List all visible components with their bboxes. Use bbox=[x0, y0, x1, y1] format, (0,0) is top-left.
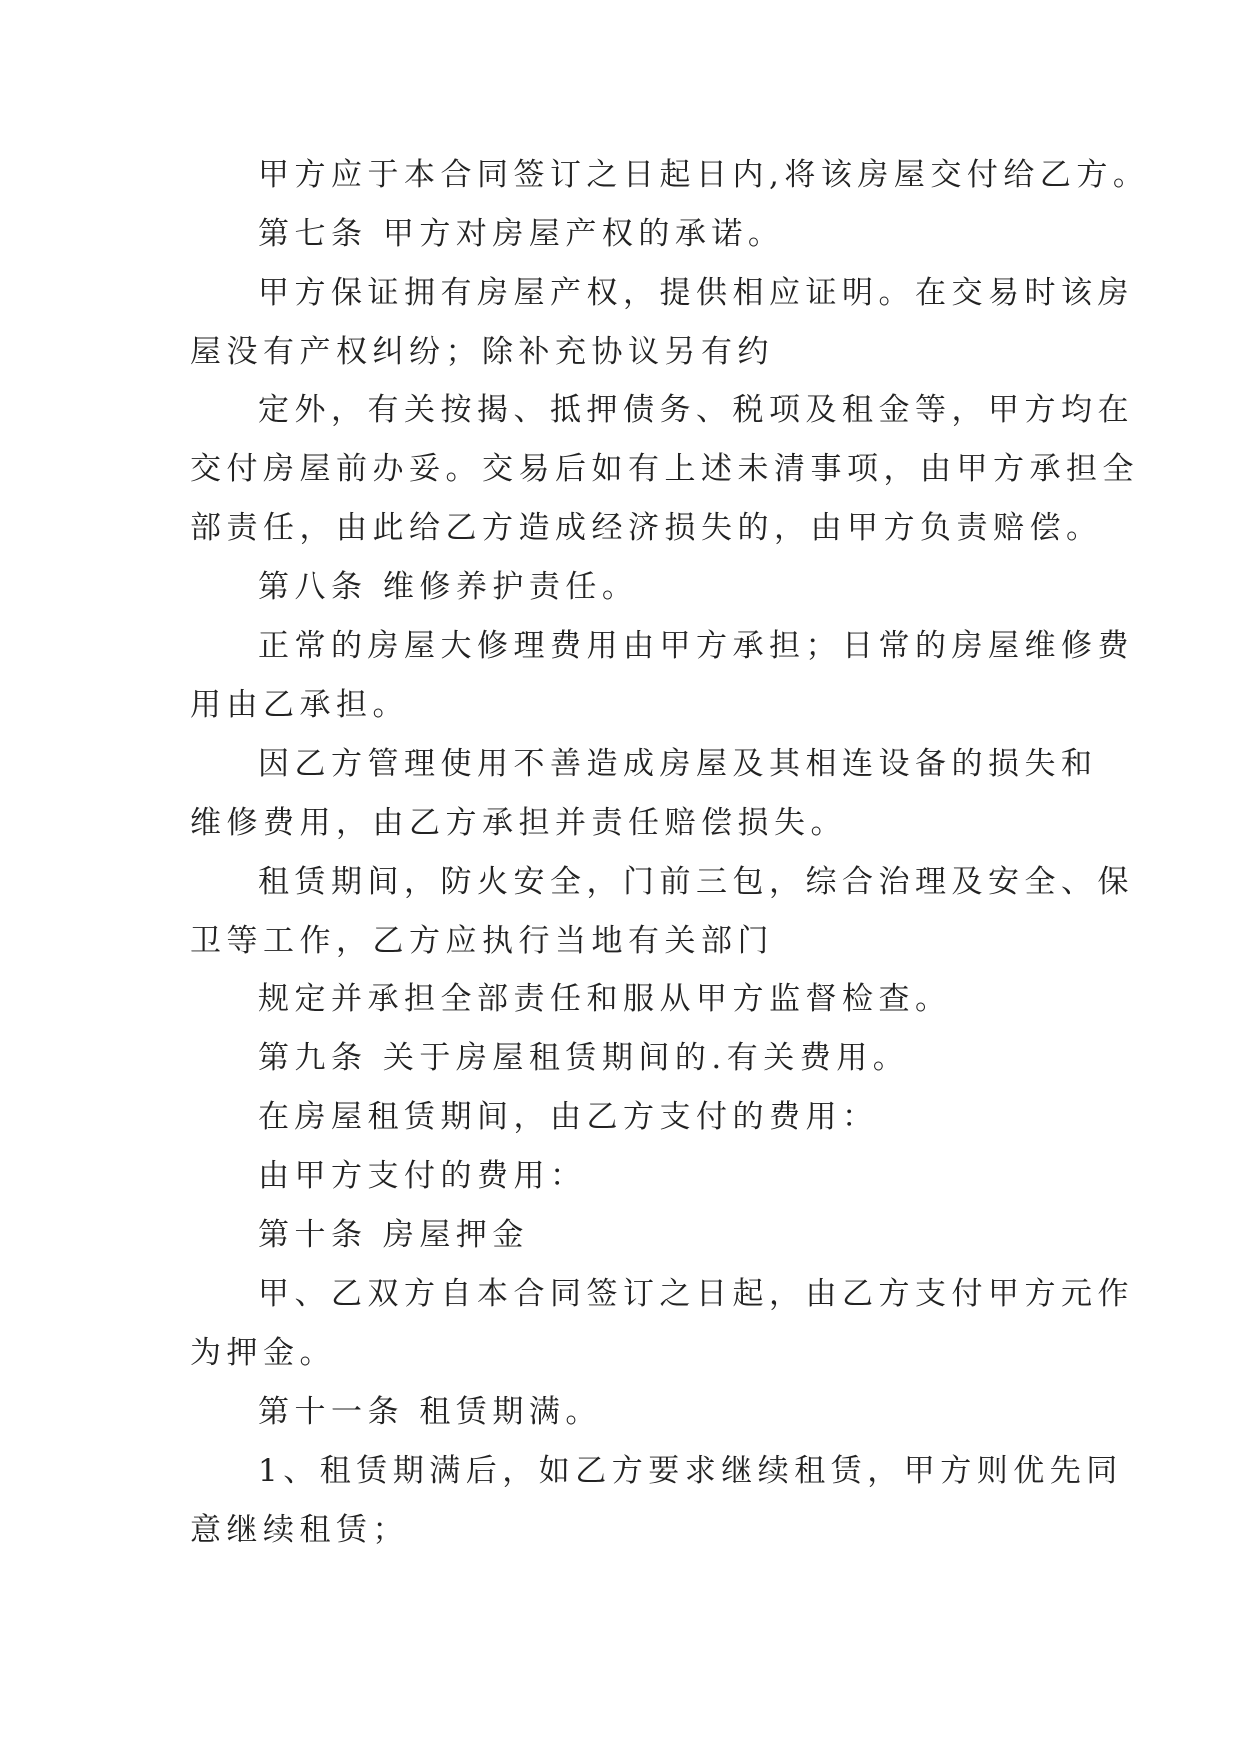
paragraph-line: 甲、乙双方自本合同签订之日起，由乙方支付甲方元作 bbox=[258, 1276, 1134, 1312]
paragraph-line: 租赁期间，防火安全，门前三包，综合治理及安全、保 bbox=[258, 864, 1134, 900]
paragraph-line: 规定并承担全部责任和服从甲方监督检查。 bbox=[258, 981, 952, 1017]
paragraph-line: 卫等工作，乙方应执行当地有关部门 bbox=[190, 923, 774, 959]
paragraph-line: 在房屋租赁期间，由乙方支付的费用： bbox=[258, 1099, 879, 1135]
paragraph-line: 意继续租赁； bbox=[190, 1512, 409, 1548]
paragraph-line: 定外，有关按揭、抵押债务、税项及租金等，甲方均在 bbox=[258, 392, 1134, 428]
article-heading: 第七条 甲方对房屋产权的承诺。 bbox=[258, 216, 785, 252]
paragraph-line: 为押金。 bbox=[190, 1335, 336, 1371]
paragraph-line: 部责任，由此给乙方造成经济损失的，由甲方负责赔偿。 bbox=[190, 510, 1103, 546]
article-heading: 第十一条 租赁期满。 bbox=[258, 1394, 602, 1430]
paragraph-line: 屋没有产权纠纷；除补充协议另有约 bbox=[190, 334, 774, 370]
article-heading: 第十条 房屋押金 bbox=[258, 1217, 529, 1253]
paragraph-line: 正常的房屋大修理费用由甲方承担；日常的房屋维修费 bbox=[258, 628, 1134, 664]
paragraph-line: 维修费用，由乙方承担并责任赔偿损失。 bbox=[190, 805, 847, 841]
paragraph-line: 甲方应于本合同签订之日起日内,将该房屋交付给乙方。 bbox=[258, 157, 1150, 193]
paragraph-line: 甲方保证拥有房屋产权，提供相应证明。在交易时该房 bbox=[258, 275, 1134, 311]
paragraph-line: 因乙方管理使用不善造成房屋及其相连设备的损失和 bbox=[258, 746, 1098, 782]
paragraph-line: 交付房屋前办妥。交易后如有上述未清事项，由甲方承担全 bbox=[190, 451, 1139, 487]
paragraph-line: 由甲方支付的费用： bbox=[258, 1158, 587, 1194]
paragraph-line: 1、租赁期满后，如乙方要求继续租赁，甲方则优先同 bbox=[258, 1453, 1123, 1489]
paragraph-line: 用由乙承担。 bbox=[190, 687, 409, 723]
article-heading: 第九条 关于房屋租赁期间的.有关费用。 bbox=[258, 1040, 910, 1076]
article-heading: 第八条 维修养护责任。 bbox=[258, 569, 639, 605]
